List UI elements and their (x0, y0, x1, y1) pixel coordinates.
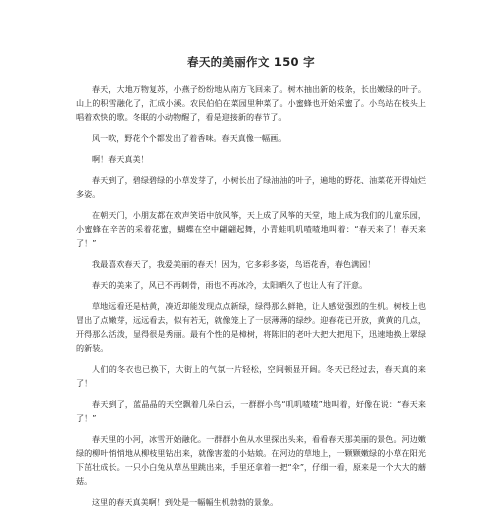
paragraph: 春天到了，蓝晶晶的天空飘着几朵白云，一群群小鸟“叽叽喳喳”地叫着，好像在说：“春天来了！” (76, 399, 426, 423)
paragraph: 春天里的小河，冰雪开始融化。一群群小鱼从水里探出头来，看看春天那美丽的景色。河边嫩绿的柳叶悄悄地从柳枝里钻出来，就像害羞的小姑娘。在河边的草地上，一颗颗嫩绿的小草在阳光下茁壮成长。一只小白兔从草丛里跳出来，手里还拿着一把“伞”，仔细一看，原来是一个大大的蘑菇。 (76, 434, 426, 486)
paragraph: 在朝天门，小朋友都在欢声笑语中放风筝，天上成了风筝的天堂，地上成为我们的儿童乐园，小蜜蜂在辛苦的采着花蜜，蝴蝶在空中翩翩起舞，小青蛙叽叽喳喳地叫着：“春天来了！春天来了！” (76, 210, 426, 248)
paragraph: 春天到了，碧绿碧绿的小草发芽了，小树长出了绿油油的叶子，遍地的野花、油菜花开得灿烂多姿。 (76, 175, 426, 199)
paragraph: 春天，大地万物复苏，小燕子纷纷地从南方飞回来了。树木抽出新的枝条，长出嫩绿的叶子。山上的积雪融化了，汇成小溪。农民伯伯在菜园里种菜了。小蜜蜂也开始采蜜了。小鸟站在枝头上唱着欢快的歌。冬眠的小动物醒了，看是迎接新的春节了。 (76, 84, 426, 122)
paragraph: 人们的冬衣也已换下，大街上的气氛一片轻松，空间顿显开阔。冬天已经过去，春天真的来了！ (76, 364, 426, 388)
document-title: 春天的美丽作文 150 字 (187, 55, 315, 69)
paragraph: 春天的美来了，风已不再刺骨，雨也不再冰冷，太阳晒久了也让人有了汗意。 (92, 280, 368, 290)
paragraph: 啊！春天真美！ (92, 154, 149, 164)
paragraph: 风一吹，野花个个都发出了着香味。春天真像一幅画。 (92, 133, 287, 143)
paragraph: 我最喜欢春天了，我爱美丽的春天！因为，它多彩多姿，鸟语花香，春色满园！ (92, 259, 376, 269)
paragraph: 草地远看还是枯黄，凑近却能发现点点新绿，绿得那么鲜艳，让人感觉强烈的生机。树枝上也冒出了点嫩芽，远远看去，似有若无，就像笼上了一层薄薄的绿纱。迎春花已开放，黄黄的几点，开得那么活泼，显得很是秀丽。最有个性的是樟树，将陈旧的老叶大把大把甩下，迅速地换上翠绿的新装。 (76, 301, 426, 353)
paragraph: 这里的春天真美啊！到处是一幅幅生机勃勃的景象。 (92, 497, 279, 507)
